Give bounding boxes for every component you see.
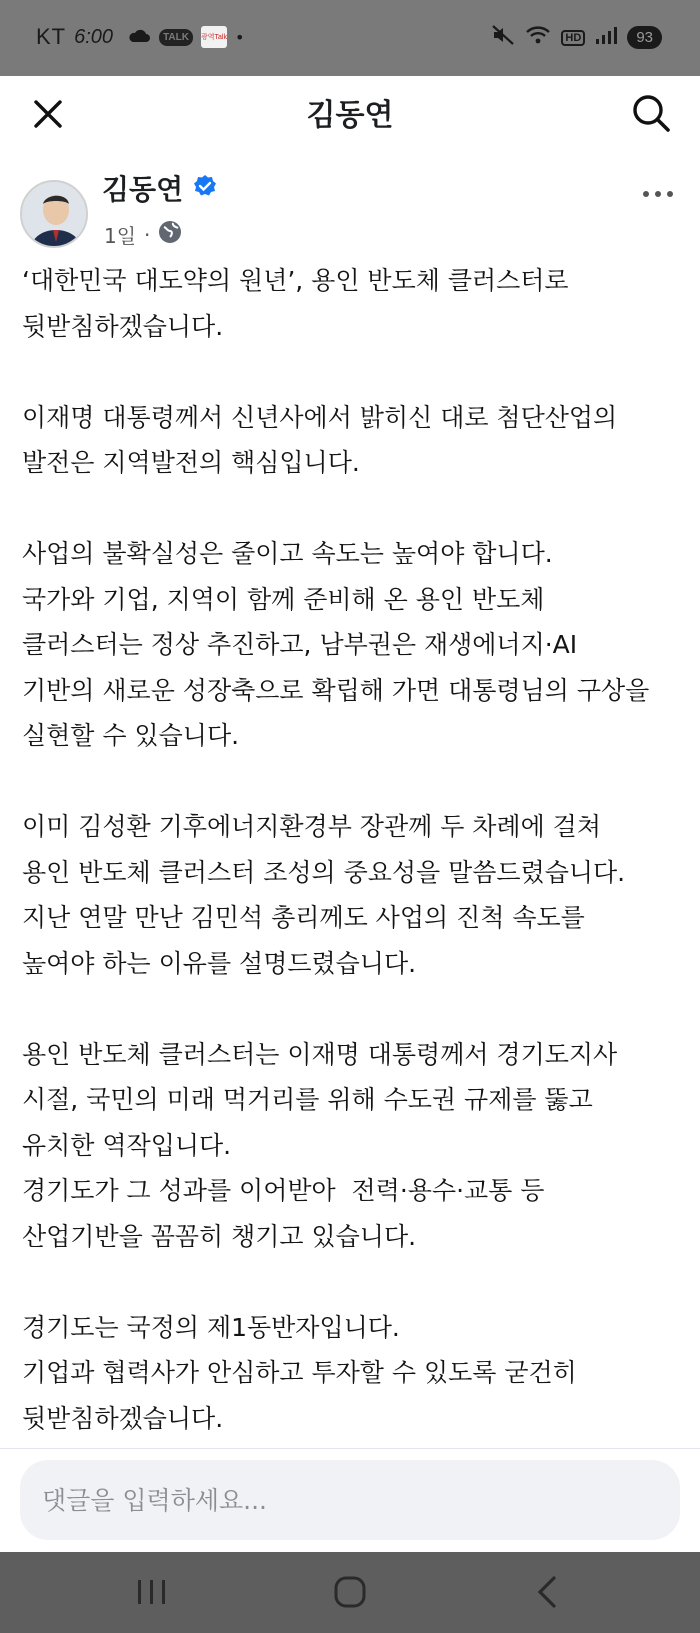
post-text-line: 국가와 기업, 지역이 함께 준비해 온 용인 반도체 [22, 584, 545, 614]
meta-separator: · [144, 222, 151, 247]
back-icon[interactable] [518, 1570, 578, 1614]
post-text-line: 산업기반을 꼼꼼히 챙기고 있습니다. [22, 1221, 417, 1251]
talk-notification-icon: TALK [159, 29, 193, 46]
post-text-line: ‘대한민국 대도약의 원년’, 용인 반도체 클러스터로 [22, 266, 569, 295]
avatar[interactable] [20, 180, 88, 248]
paragraph-gap [22, 349, 682, 395]
verified-badge-icon [193, 174, 217, 202]
globe-icon [158, 220, 182, 249]
post-text-line: 높여야 하는 이유를 설명드렸습니다. [22, 948, 417, 978]
post-text-line: 지난 연말 만난 김민석 총리께도 사업의 진척 속도를 [22, 903, 585, 932]
post-text-line: 발전은 지역발전의 핵심입니다. [22, 448, 360, 477]
hd-voice-icon: HD [561, 30, 585, 46]
carrier-label: KT [36, 24, 67, 49]
post-time[interactable]: 1일 [104, 224, 137, 248]
post-text-line: 실현할 수 있습니다. [22, 721, 240, 750]
author-name[interactable]: 김동연 [102, 173, 184, 206]
post-text-line: 용인 반도체 클러스터는 이재명 대통령께서 경기도지사 [22, 1039, 618, 1069]
post-text-line: 이재명 대통령께서 신년사에서 밝히신 대로 첨단산업의 [22, 402, 618, 432]
post-text-line: 이미 김성환 기후에너지환경부 장관께 두 차례에 걸쳐 [22, 812, 601, 841]
more-options-icon[interactable] [638, 176, 678, 212]
home-icon[interactable] [320, 1570, 380, 1614]
paragraph-gap [22, 986, 682, 1032]
post-body [22, 258, 682, 1441]
page-header [0, 76, 700, 150]
post-text-line: 기반의 새로운 성장축으로 확립해 가면 대통령님의 구상을 [22, 675, 650, 705]
post-text-line: 경기도가 그 성과를 이어받아 전력·용수·교통 등 [22, 1176, 545, 1205]
paragraph-gap [22, 759, 682, 805]
page-title: 김동연 [306, 98, 394, 133]
post-text-line: 유치한 역작입니다. [22, 1130, 232, 1160]
paragraph-gap [22, 1259, 682, 1305]
post-text-line: 뒷받침하겠습니다. [22, 1403, 224, 1433]
search-icon[interactable] [630, 92, 672, 134]
paragraph-gap [22, 486, 682, 532]
post-text-line: 뒷받침하겠습니다. [22, 311, 224, 341]
post-text-line: 시절, 국민의 미래 먹거리를 위해 수도권 규제를 뚫고 [22, 1085, 593, 1114]
recent-apps-icon[interactable] [122, 1570, 182, 1614]
post-text-line: 클러스터는 정상 추진하고, 남부권은 재생에너지·AI [22, 630, 578, 659]
comment-input[interactable] [42, 1460, 642, 1540]
signal-icon [595, 25, 617, 50]
battery-indicator: 93 [627, 26, 662, 49]
author-row [102, 168, 217, 208]
post-text-line: 경기도는 국정의 제1동반자입니다. [22, 1312, 400, 1342]
system-nav-bar [0, 1552, 700, 1633]
mute-icon [491, 24, 515, 51]
status-bar [0, 0, 700, 76]
comment-bar [20, 1460, 680, 1540]
app-notification-icon: 광역Talk [201, 26, 227, 48]
post-meta [104, 220, 182, 249]
comment-divider [0, 1448, 700, 1449]
cloud-icon [127, 25, 151, 50]
post-text-line: 사업의 불확실성은 줄이고 속도는 높여야 합니다. [22, 539, 553, 568]
clock: 6:00 [74, 25, 114, 48]
more-notifications-dot: • [234, 27, 245, 47]
status-left [36, 24, 244, 50]
wifi-icon [525, 24, 551, 51]
status-right [491, 24, 662, 51]
post-text-line: 용인 반도체 클러스터 조성의 중요성을 말씀드렸습니다. [22, 857, 626, 887]
post-text-line: 기업과 협력사가 안심하고 투자할 수 있도록 굳건히 [22, 1358, 577, 1387]
